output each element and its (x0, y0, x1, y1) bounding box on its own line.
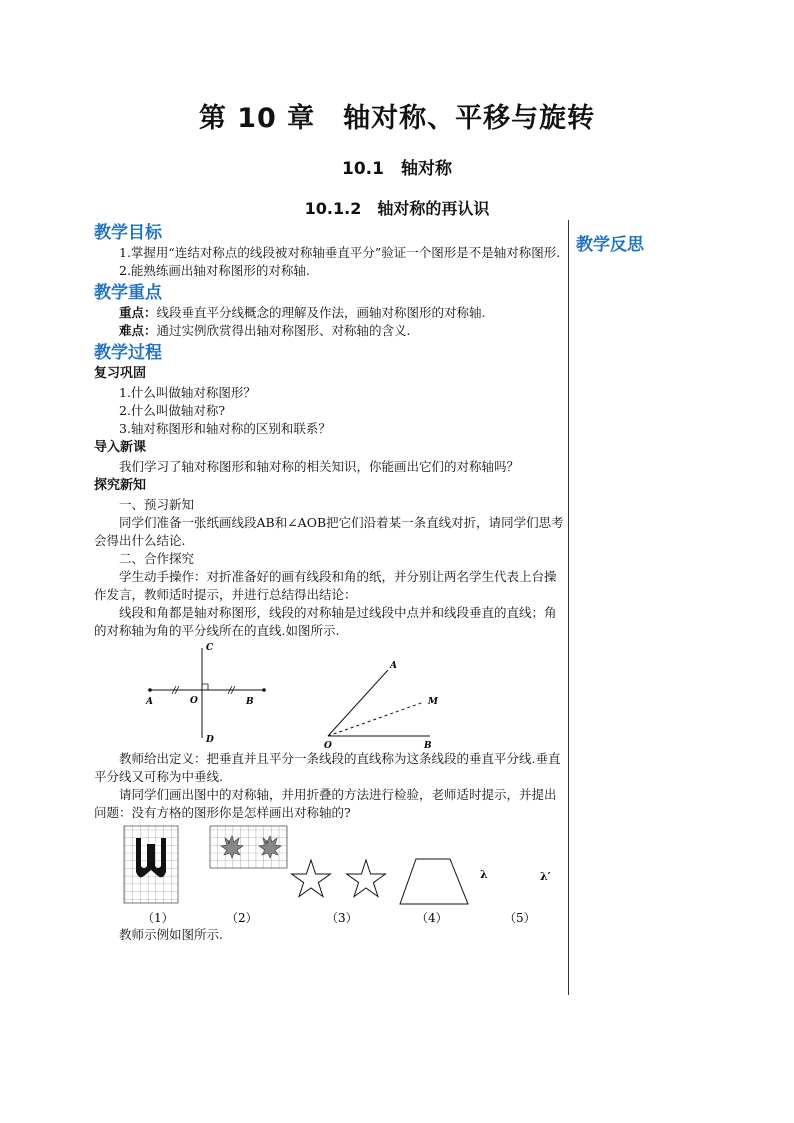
review-item: 3.轴对称图形和轴对称的区别和联系？ (119, 421, 331, 436)
figure-3-stars (292, 860, 386, 897)
figure-1-w-shape (124, 826, 178, 903)
review-item: 2.什么叫做轴对称? (119, 403, 226, 418)
difficulty-text: 通过实例欣赏得出轴对称图形、对称轴的含义. (156, 323, 411, 338)
task-text: 请同学们画出图中的对称轴，并用折叠的方法进行检验，老师适时提示，并提出问题：没有方格的图形你是怎样画出对称轴的? (94, 787, 557, 820)
focus-text: 线段垂直平分线概念的理解及作法，画轴对称图形的对称轴. (156, 305, 486, 320)
caption-5: （5） (504, 911, 536, 925)
part1-text: 同学们准备一张纸画线段AB和∠AOB把它们沿着某一条直线对折，请同学们思考会得出什么结论. (94, 515, 564, 548)
objectives-heading: 教学目标 (94, 223, 162, 243)
intro-text: 我们学习了轴对称图形和轴对称的相关知识，你能画出它们的对称轴吗？ (119, 459, 520, 474)
definition-text: 教师给出定义：把垂直并且平分一条线段的直线称为这条线段的垂直平分线.垂直平分线又可称为中垂线. (94, 751, 561, 784)
figure-5-label: λ (480, 868, 488, 881)
ray-om (328, 702, 424, 736)
bisector-figures-svg (94, 640, 564, 750)
label-a: A (146, 697, 153, 707)
label-b2: B (424, 741, 432, 750)
difficulty-line (94, 322, 564, 340)
section-title: 10.1 轴对称 (342, 159, 452, 179)
star-shape (292, 860, 331, 897)
subsection-title: 10.1.2 轴对称的再认识 (304, 199, 490, 218)
figure-4-trapezoid (400, 859, 468, 904)
objective-item: 1.掌握用“连结对称点的线段被对称轴垂直平分”验证一个图形是不是轴对称图形. (119, 245, 561, 260)
caption-1: （1） (142, 911, 174, 925)
label-o2: O (324, 741, 332, 750)
reflection-heading: 教学反思 (576, 235, 644, 255)
process-heading: 教学过程 (94, 343, 162, 363)
label-m2: M (428, 697, 438, 707)
main-column (94, 220, 564, 944)
ray-oa (328, 670, 388, 736)
star-shape (347, 860, 386, 897)
objective-item: 2.能熟练画出轴对称图形的对称轴. (119, 263, 310, 278)
closing-text: 教师示例如图所示. (119, 927, 223, 942)
part2-text2: 线段和角都是轴对称图形，线段的对称轴是过线段中点并和线段垂直的直线；角的对称轴为角的平分线所在的直线.如图所示. (94, 605, 557, 638)
chapter-title: 第 10 章 轴对称、平移与旋转 (198, 103, 596, 134)
caption-3: （3） (326, 911, 358, 925)
label-d: D (206, 735, 214, 745)
figures-row-svg (94, 822, 564, 926)
label-b: B (246, 697, 254, 707)
right-angle-mark (202, 684, 208, 690)
label-c: C (206, 643, 214, 653)
point-a (148, 688, 152, 692)
intro-heading: 导入新课 (94, 440, 147, 455)
label-a2: A (390, 661, 397, 671)
perpendicular-bisector-figure (145, 643, 266, 745)
explore-heading: 探究新知 (94, 478, 147, 493)
review-item: 1.什么叫做轴对称图形？ (119, 385, 256, 400)
column-divider (568, 220, 569, 995)
focus-label: 重点： (119, 305, 157, 320)
review-heading: 复习巩固 (94, 366, 147, 381)
point-b (262, 688, 266, 692)
figures-row (94, 822, 564, 926)
caption-4: （4） (416, 911, 448, 925)
part1-title: 一、预习新知 (119, 497, 195, 512)
angle-bisector-figure (324, 661, 439, 750)
figure-2-leaves (210, 826, 287, 868)
key-points-heading: 教学重点 (94, 283, 162, 303)
focus-line (94, 304, 564, 322)
figure-5-label-prime: λ′ (540, 870, 551, 883)
part2-title: 二、合作探究 (119, 551, 195, 566)
caption-2: （2） (226, 911, 258, 925)
difficulty-label: 难点： (119, 323, 157, 338)
figures-bisectors (94, 640, 564, 750)
part2-text1: 学生动手操作：对折准备好的画有线段和角的纸，并分别让两名学生代表上台操作发言，教师适时提示，并进行总结得出结论： (94, 569, 557, 602)
label-o: O (190, 696, 198, 706)
